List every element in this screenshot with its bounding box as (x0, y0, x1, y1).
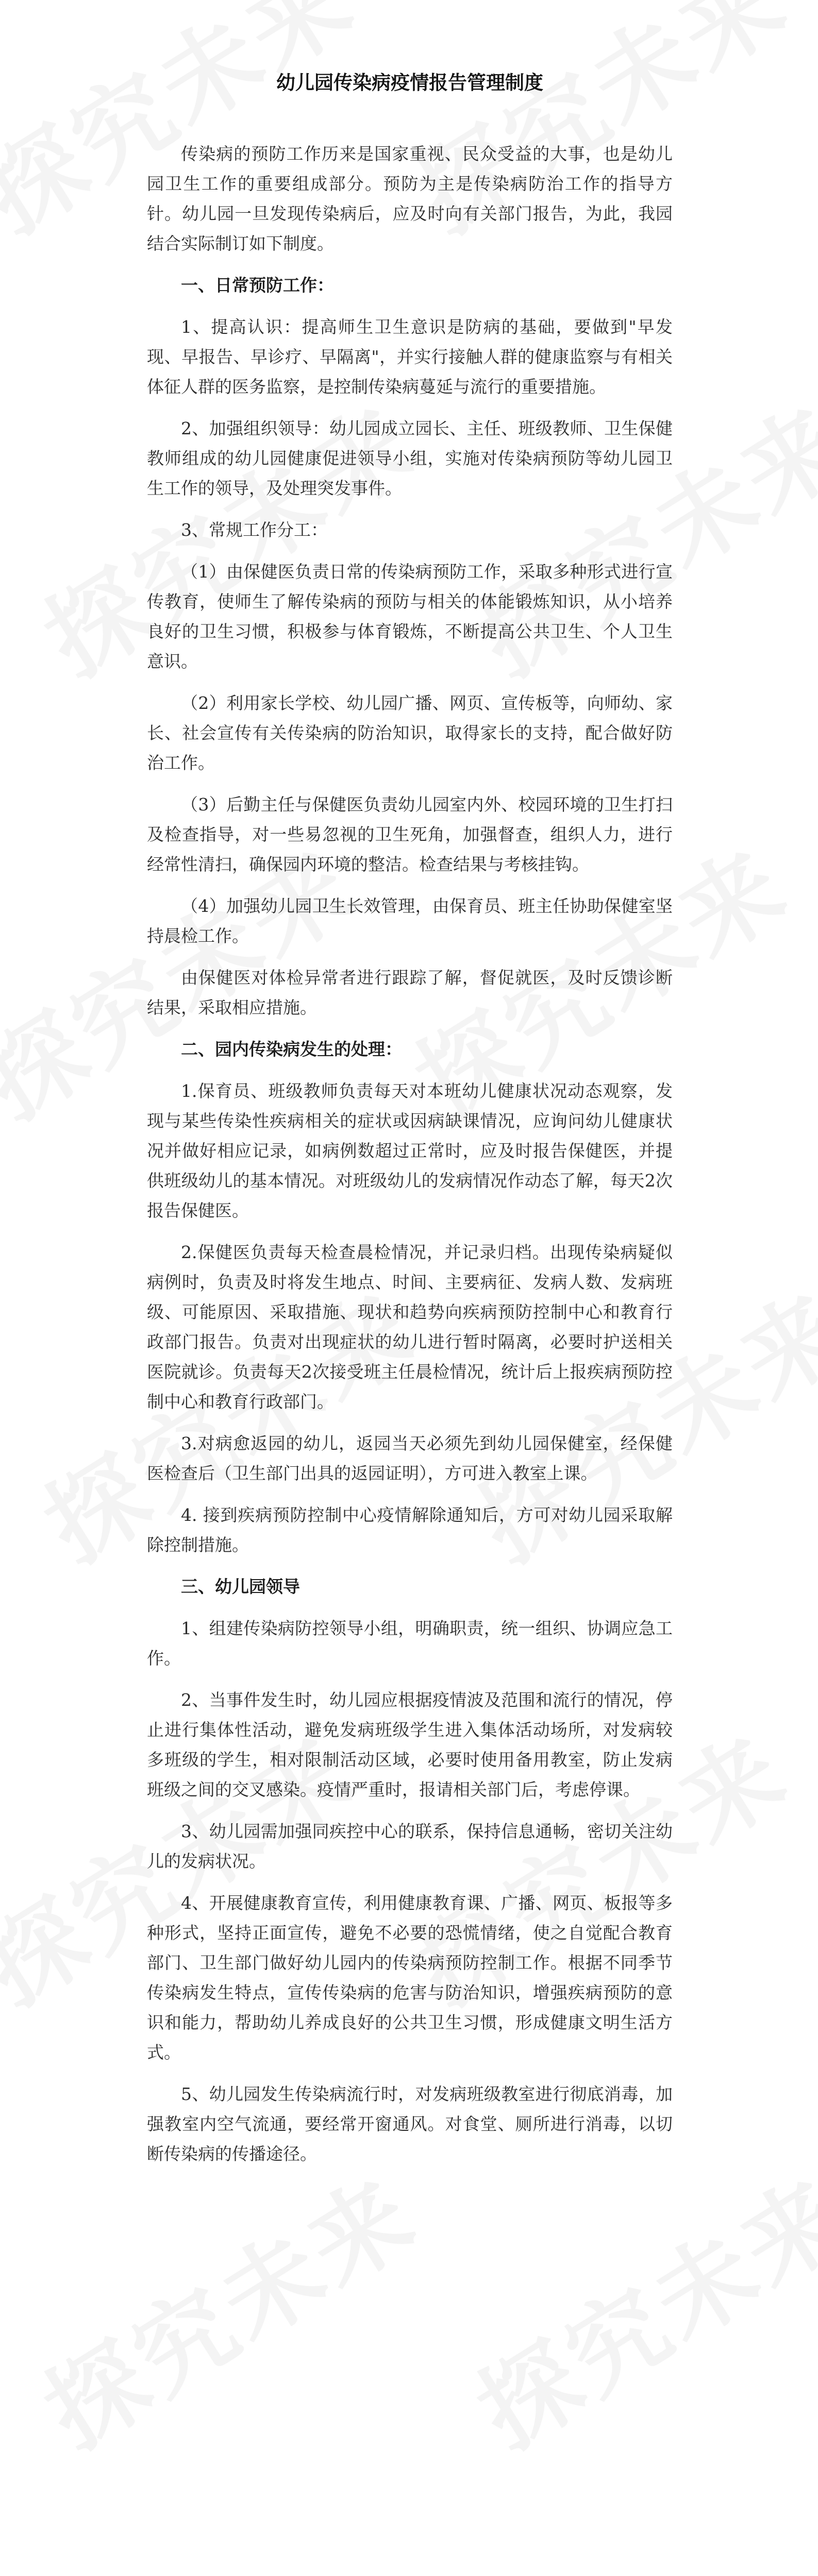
document-title: 幼儿园传染病疫情报告管理制度 (276, 72, 543, 94)
watermark-text (386, 2555, 810, 2576)
paragraph: 4. 接到疾病预防控制中心疫情解除通知后，方可对幼儿园采取解除控制措施。 (147, 1505, 673, 1555)
paragraph: 2.保健医负责每天检查晨检情况，并记录归档。出现传染病疑似病例时，负责及时将发生地点、时间、主要病征、发病人数、发病班级、可能原因、采取措施、现状和趋势向疾病预防控制中心和教育行政部门报告。负责对出现症状的幼儿进行暂时隔离，必要时护送相关医院就诊。负责每天2次接受班主任晨检情况，统计后上报疾病预防控制中心和教育行政部门。 (147, 1242, 673, 1412)
paragraph: 1、组建传染病防控领导小组，明确职责，统一组织、协调应急工作。 (147, 1618, 673, 1668)
paragraph: （2）利用家长学校、幼儿园广播、网页、宣传板等，向师幼、家长、社会宣传有关传染病的防治知识，取得家长的支持，配合做好防治工作。 (147, 693, 673, 773)
watermark-text (0, 2555, 377, 2576)
paragraph: 3、幼儿园需加强同疾控中心的联系，保持信息通畅，密切关注幼儿的发病状况。 (147, 1821, 673, 1871)
paragraph: 4、开展健康教育宣传，利用健康教育课、广播、网页、板报等多种形式，坚持正面宣传，避免不必要的恐慌情绪，使之自觉配合教育部门、卫生部门做好幼儿园内的传染病预防控制工作。根据不同季节传染病发生特点，宣传传染病的危害与防治知识，增强疾病预防的意识和能力，帮助幼儿养成良好的公共卫生习惯，形成健康文明生活方式。 (147, 1893, 673, 2062)
paragraph: （3）后勤主任与保健医负责幼儿园室内外、校园环境的卫生打扫及检查指导，对一些易忽视的卫生死角，加强督查，组织人力，进行经常性清扫，确保园内环境的整洁。检查结果与考核挂钩。 (147, 794, 673, 874)
section-heading: 二、园内传染病发生的处理： (181, 1039, 402, 1059)
document-body (147, 67, 673, 2181)
section-1 (147, 270, 673, 1023)
paragraph: （4）加强幼儿园卫生长效管理，由保育员、班主任协助保健室坚持晨检工作。 (147, 896, 673, 946)
section-heading: 三、幼儿园领导 (181, 1577, 300, 1597)
paragraph: 5、幼儿园发生传染病流行时，对发病班级教室进行彻底消毒，加强教室内空气流通，要经常开窗通风。对食堂、厕所进行消毒，以切断传染病的传播途径。 (147, 2084, 673, 2164)
paragraph: 2、当事件发生时，幼儿园应根据疫情波及范围和流行的情况，停止进行集体性活动，避免发病班级学生进入集体活动场所，对发病较多班级的学生，相对限制活动区域，必要时使用备用教室，防止发病班级之间的交叉感染。疫情严重时，报请相关部门后，考虑停课。 (147, 1690, 673, 1800)
paragraph: （1）由保健医负责日常的传染病预防工作，采取多种形式进行宣传教育，使师生了解传染病的预防与相关的体能锻炼知识，从小培养良好的卫生习惯，积极参与体育锻炼，不断提高公共卫生、个人卫生意识。 (147, 562, 673, 671)
intro-paragraph: 传染病的预防工作历来是国家重视、民众受益的大事，也是幼儿园卫生工作的重要组成部分。预防为主是传染病防治工作的指导方针。幼儿园一旦发现传染病后，应及时向有关部门报告，为此，我园结合实际制订如下制度。 (147, 144, 673, 253)
section-heading: 一、日常预防工作： (181, 275, 334, 295)
paragraph: 1.保育员、班级教师负责每天对本班幼儿健康状况动态观察，发现与某些传染性疾病相关的症状或因病缺课情况，应询问幼儿健康状况并做好相应记录，如病例数超过正常时，应及时报告保健医，并提供班级幼儿的基本情况。对班级幼儿的发病情况作动态了解，每天2次报告保健医。 (147, 1081, 673, 1221)
paragraph: 2、加强组织领导：幼儿园成立园长、主任、班级教师、卫生保健教师组成的幼儿园健康促进领导小组，实施对传染病预防等幼儿园卫生工作的领导，及处理突发事件。 (147, 418, 673, 498)
paragraph: 3.对病愈返园的幼儿，返园当天必须先到幼儿园保健室，经保健医检查后（卫生部门出具的返园证明），方可进入教室上课。 (147, 1433, 673, 1483)
paragraph: 由保健医对体检异常者进行跟踪了解，督促就医，及时反馈诊断结果，采取相应措施。 (147, 968, 673, 1018)
paragraph: 1、提高认识：提高师生卫生意识是防病的基础，要做到"早发现、早报告、早诊疗、早隔离"，并实行接触人群的健康监察与有相关体征人群的医务监察，是控制传染病蔓延与流行的重要措施。 (147, 317, 673, 397)
section-3 (147, 1572, 673, 2169)
watermark-text (447, 2138, 818, 2475)
paragraph: 3、常规工作分工： (181, 520, 328, 540)
section-2 (147, 1035, 673, 1560)
watermark-text (14, 2138, 439, 2475)
